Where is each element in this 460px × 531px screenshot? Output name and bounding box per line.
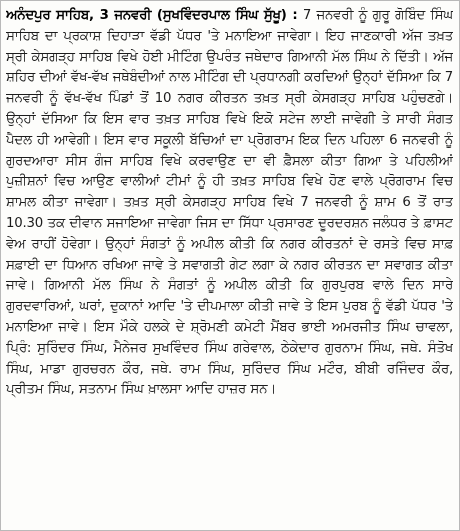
article-body: 7 ਜਨਵਰੀ ਨੂੰ ਗੁਰੂ ਗੋਬਿੰਦ ਸਿੰਘ ਸਾਹਿਬ ਦਾ ਪ੍ਰਕਾਸ਼ ਦਿਹਾੜਾ ਵੱਡੀ ਪੱਧਰ 'ਤੇ ਮਨਾਇਆ ਜਾਵੇਗਾ। ਇਹ ਜਾਣਕਾਰੀ ਅੱਜ ਤਖ਼ਤ ਸ੍ਰੀ ਕੇਸਗੜ੍ਹ ਸਾਹਿਬ ਵਿਖੇ ਹੋਈ ਮੀਟਿੰਗ ਉਪਰੰਤ ਜਥੇਦਾਰ ਗਿਆਨੀ ਮੱਲ ਸਿੰਘ ਨੇ ਦਿੱਤੀ। ਅੱਜ ਸ਼ਹਿਰ ਦੀਆਂ ਵੱਖ-ਵੱਖ ਜਥੇਬੰਦੀਆਂ ਨਾਲ ਮੀਟਿੰਗ ਦੀ ਪ੍ਰਧਾਨਗੀ ਕਰਦਿਆਂ ਉਨ੍ਹਾਂ ਦੱਸਿਆ ਕਿ 7 ਜਨਵਰੀ ਨੂੰ ਵੱਖ-ਵੱਖ ਪਿੰਡਾਂ ਤੋਂ 10 ਨਗਰ ਕੀਰਤਨ ਤਖ਼ਤ ਸ੍ਰੀ ਕੇਸਗੜ੍ਹ ਸਾਹਿਬ ਪਹੁੰਚਣਗੇ। ਉਨ੍ਹਾਂ ਦੱਸਿਆ ਕਿ ਇਸ ਵਾਰ ਤਖ਼ਤ ਸਾਹਿਬ ਵਿਖੇ ਇਕੋ ਸਟੇਜ ਲਾਈ ਜਾਵੇਗੀ ਤੇ ਸਾਰੀ ਸੰਗਤ ਪੈਦਲ ਹੀ ਆਵੇਗੀ। ਇਸ ਵਾਰ ਸਕੂਲੀ ਬੱਚਿਆਂ ਦਾ ਪ੍ਰੋਗਰਾਮ ਇਕ ਦਿਨ ਪਹਿਲਾ 6 ਜਨਵਰੀ ਨੂੰ ਗੁਰਦਆਰਾ ਸੀਸ ਗੰਜ ਸਾਹਿਬ ਵਿਖੇ ਕਰਵਾਉਣ ਦਾ ਵੀ ਫ਼ੈਸਲਾ ਕੀਤਾ ਗਿਆ ਤੇ ਪਹਿਲੀਆਂ ਪੁਜ਼ੀਸ਼ਨਾਂ ਵਿਚ ਆਉਣ ਵਾਲੀਆਂ ਟੀਮਾਂ ਨੂੰ ਹੀ ਤਖ਼ਤ ਸਾਹਿਬ ਵਿਖੇ ਹੋਣ ਵਾਲੇ ਪ੍ਰੋਗਰਾਮ ਵਿਚ ਸ਼ਾਮਲ ਕੀਤਾ ਜਾਵੇਗਾ। ਤਖ਼ਤ ਸ੍ਰੀ ਕੇਸਗੜ੍ਹ ਸਾਹਿਬ ਵਿਖੇ 7 ਜਨਵਰੀ ਨੂੰ ਸ਼ਾਮ 6 ਤੋਂ ਰਾਤ 10.30 ਤਕ ਦੀਵਾਨ ਸਜਾਇਆ ਜਾਵੇਗਾ ਜਿਸ ਦਾ ਸਿੱਧਾ ਪ੍ਰਸਾਰਣ ਦੂਰਦਰਸ਼ਨ ਜਲੰਧਰ ਤੇ ਫ਼ਾਸਟ ਵੇਅ ਰਾਹੀਂ ਹੋਵੇਗਾ। ਉਨ੍ਹਾਂ ਸੰਗਤਾਂ ਨੂੰ ਅਪੀਲ ਕੀਤੀ ਕਿ ਨਗਰ ਕੀਰਤਨਾਂ ਦੇ ਰਸਤੇ ਵਿਚ ਸਾਫ਼ ਸਫ਼ਾਈ ਦਾ ਧਿਆਨ ਰਖਿਆ ਜਾਵੇ ਤੇ ਸਵਾਗਤੀ ਗੇਟ ਲਗਾ ਕੇ ਨਗਰ ਕੀਰਤਨ ਦਾ ਸਵਾਗਤ ਕੀਤਾ ਜਾਵੇ। ਗਿਆਨੀ ਮੱਲ ਸਿੰਘ ਨੇ ਸੰਗਤਾਂ ਨੂੰ ਅਪੀਲ ਕੀਤੀ ਕਿ ਗੁਰਪੁਰਬ ਵਾਲੇ ਦਿਨ ਸਾਰੇ ਗੁਰਦਵਾਰਿਆਂ, ਘਰਾਂ, ਦੁਕਾਨਾਂ ਆਦਿ 'ਤੇ ਦੀਪਮਾਲਾ ਕੀਤੀ ਜਾਵੇ ਤੇ ਇਸ ਪੁਰਬ ਨੂੰ ਵੱਡੀ ਪੱਧਰ 'ਤੇ ਮਨਾਇਆ ਜਾਵੇ। ਇਸ ਮੌਕੇ ਹਲਕੇ ਦੇ ਸ਼੍ਰੋਮਣੀ ਕਮੇਟੀ ਮੈਂਬਰ ਭਾਈ ਅਮਰਜੀਤ ਸਿੰਘ ਚਾਵਲਾ, ਪ੍ਰਿੰ: ਸੁਰਿੰਦਰ ਸਿੰਘ, ਮੈਨੇਜਰ ਸੁਖਵਿੰਦਰ ਸਿੰਘ ਗਰੇਵਾਲ, ਠੇਕੇਦਾਰ ਗੁਰਨਾਮ ਸਿੰਘ, ਜਥੇ. ਸੰਤੋਖ ਸਿੰਘ, ਮਾਡਾ ਗੁਰਚਰਨ ਕੌਰ, ਜਥੇ. ਰਾਮ ਸਿੰਘ, ਸੁਰਿੰਦਰ ਸਿੰਘ ਮਟੌਰ, ਬੀਬੀ ਰਜਿੰਦਰ ਕੌਰ, ਪ੍ਰੀਤਮ ਸਿੰਘ, ਸਤਨਾਮ ਸਿੰਘ ਖ਼ਾਲਸਾ ਆਦਿ ਹਾਜ਼ਰ ਸਨ।: [6, 8, 453, 398]
article-text: [6, 6, 453, 526]
article-dateline: ਅਨੰਦਪੁਰ ਸਾਹਿਬ, 3 ਜਨਵਰੀ (ਸੁਖਵਿੰਦਰਪਾਲ ਸਿੰਘ ਸੁੱਖੂ) :: [6, 8, 298, 23]
